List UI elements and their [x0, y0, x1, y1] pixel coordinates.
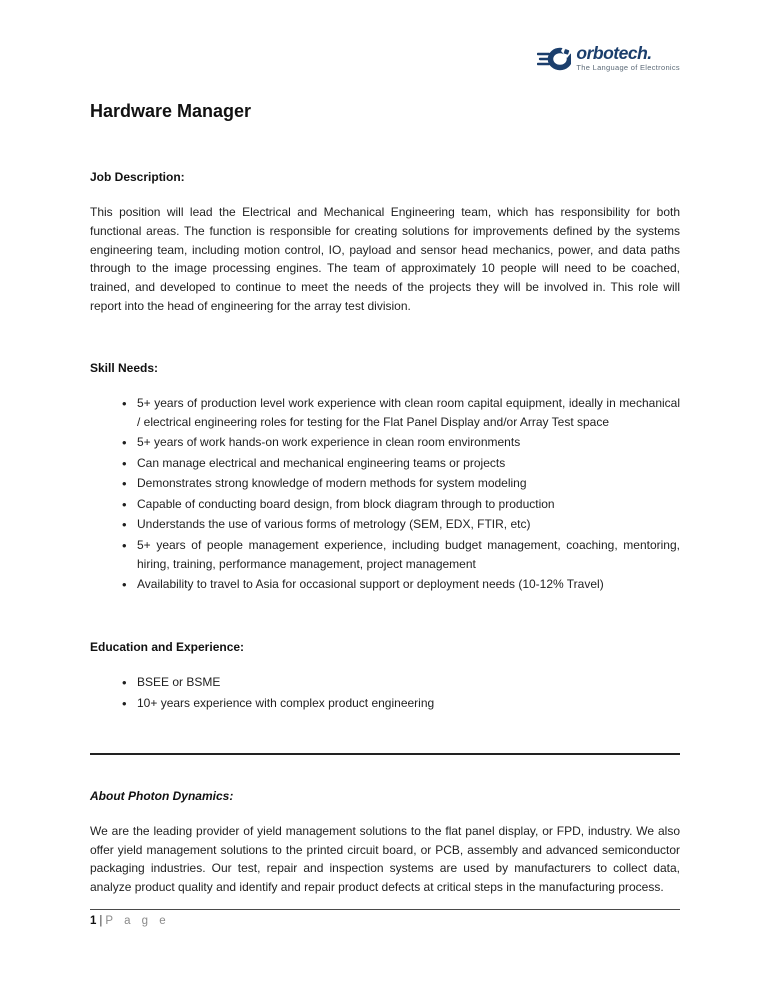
list-item: • Availability to travel to Asia for occasional support or deployment needs (10-12% Travel)	[137, 575, 680, 594]
list-item: • BSEE or BSME	[137, 673, 680, 692]
list-item: • 5+ years of people management experience, including budget management, coaching, mentoring, hiring, training, performance management, project management	[137, 536, 680, 574]
logo-wordmark: orbotech.	[576, 43, 652, 63]
list-item: • 10+ years experience with complex product engineering	[137, 694, 680, 713]
orbotech-logo-icon	[537, 46, 571, 77]
list-item: • Understands the use of various forms of metrology (SEM, EDX, FTIR, etc)	[137, 515, 680, 534]
about-heading: About Photon Dynamics:	[90, 788, 234, 803]
page-title: Hardware Manager	[90, 101, 252, 121]
about-paragraph: We are the leading provider of yield management solutions to the flat panel display, or FPD, industry. We also offer yield management solutions to the printed circuit board, or PCB, assembly and advanced semiconductor packaging industries. Our test, repair and inspection systems are used by manufacturers to collect data, analyze product quality and identify and repair product defects at critical steps in the manufacturing process.	[90, 823, 680, 895]
list-item: • Demonstrates strong knowledge of modern methods for system modeling	[137, 474, 680, 493]
skill-needs-list	[90, 394, 680, 595]
logo-text	[576, 44, 680, 72]
header	[90, 0, 680, 77]
education-heading: Education and Experience:	[90, 640, 245, 655]
footer-page-label: P a g e	[105, 915, 170, 927]
footer-separator: |	[99, 915, 103, 927]
section-divider	[90, 753, 680, 755]
list-item: • Capable of conducting board design, from block diagram through to production	[137, 495, 680, 514]
list-item: • 5+ years of production level work experience with clean room capital equipment, ideally in mechanical / electrical engineering roles for testing for the Flat Panel Display and/or Array Test space	[137, 394, 680, 432]
list-item: • 5+ years of work hands-on work experience in clean room environments	[137, 433, 680, 452]
page-footer	[90, 909, 680, 928]
orbotech-logo	[537, 44, 680, 77]
logo-tagline: The Language of Electronics	[576, 63, 680, 72]
job-description-heading: Job Description:	[90, 170, 185, 184]
list-item: • Can manage electrical and mechanical engineering teams or projects	[137, 454, 680, 473]
skill-needs-heading: Skill Needs:	[90, 360, 159, 375]
education-list	[90, 673, 680, 713]
footer-page-number: 1	[90, 915, 97, 927]
job-description-paragraph: This position will lead the Electrical and Mechanical Engineering team, which has responsibility for both functional areas. The function is responsible for creating solutions for improvements defined by the systems engineering team, including motion control, IO, payload and sensor head mechanics, power, and data paths through to the image processing engines. The team of approximately 10 people will need to be coached, trained, and developed to continue to meet the needs of the projects they will be involved in. This role will report into the head of engineering for the array test division.	[90, 205, 680, 313]
